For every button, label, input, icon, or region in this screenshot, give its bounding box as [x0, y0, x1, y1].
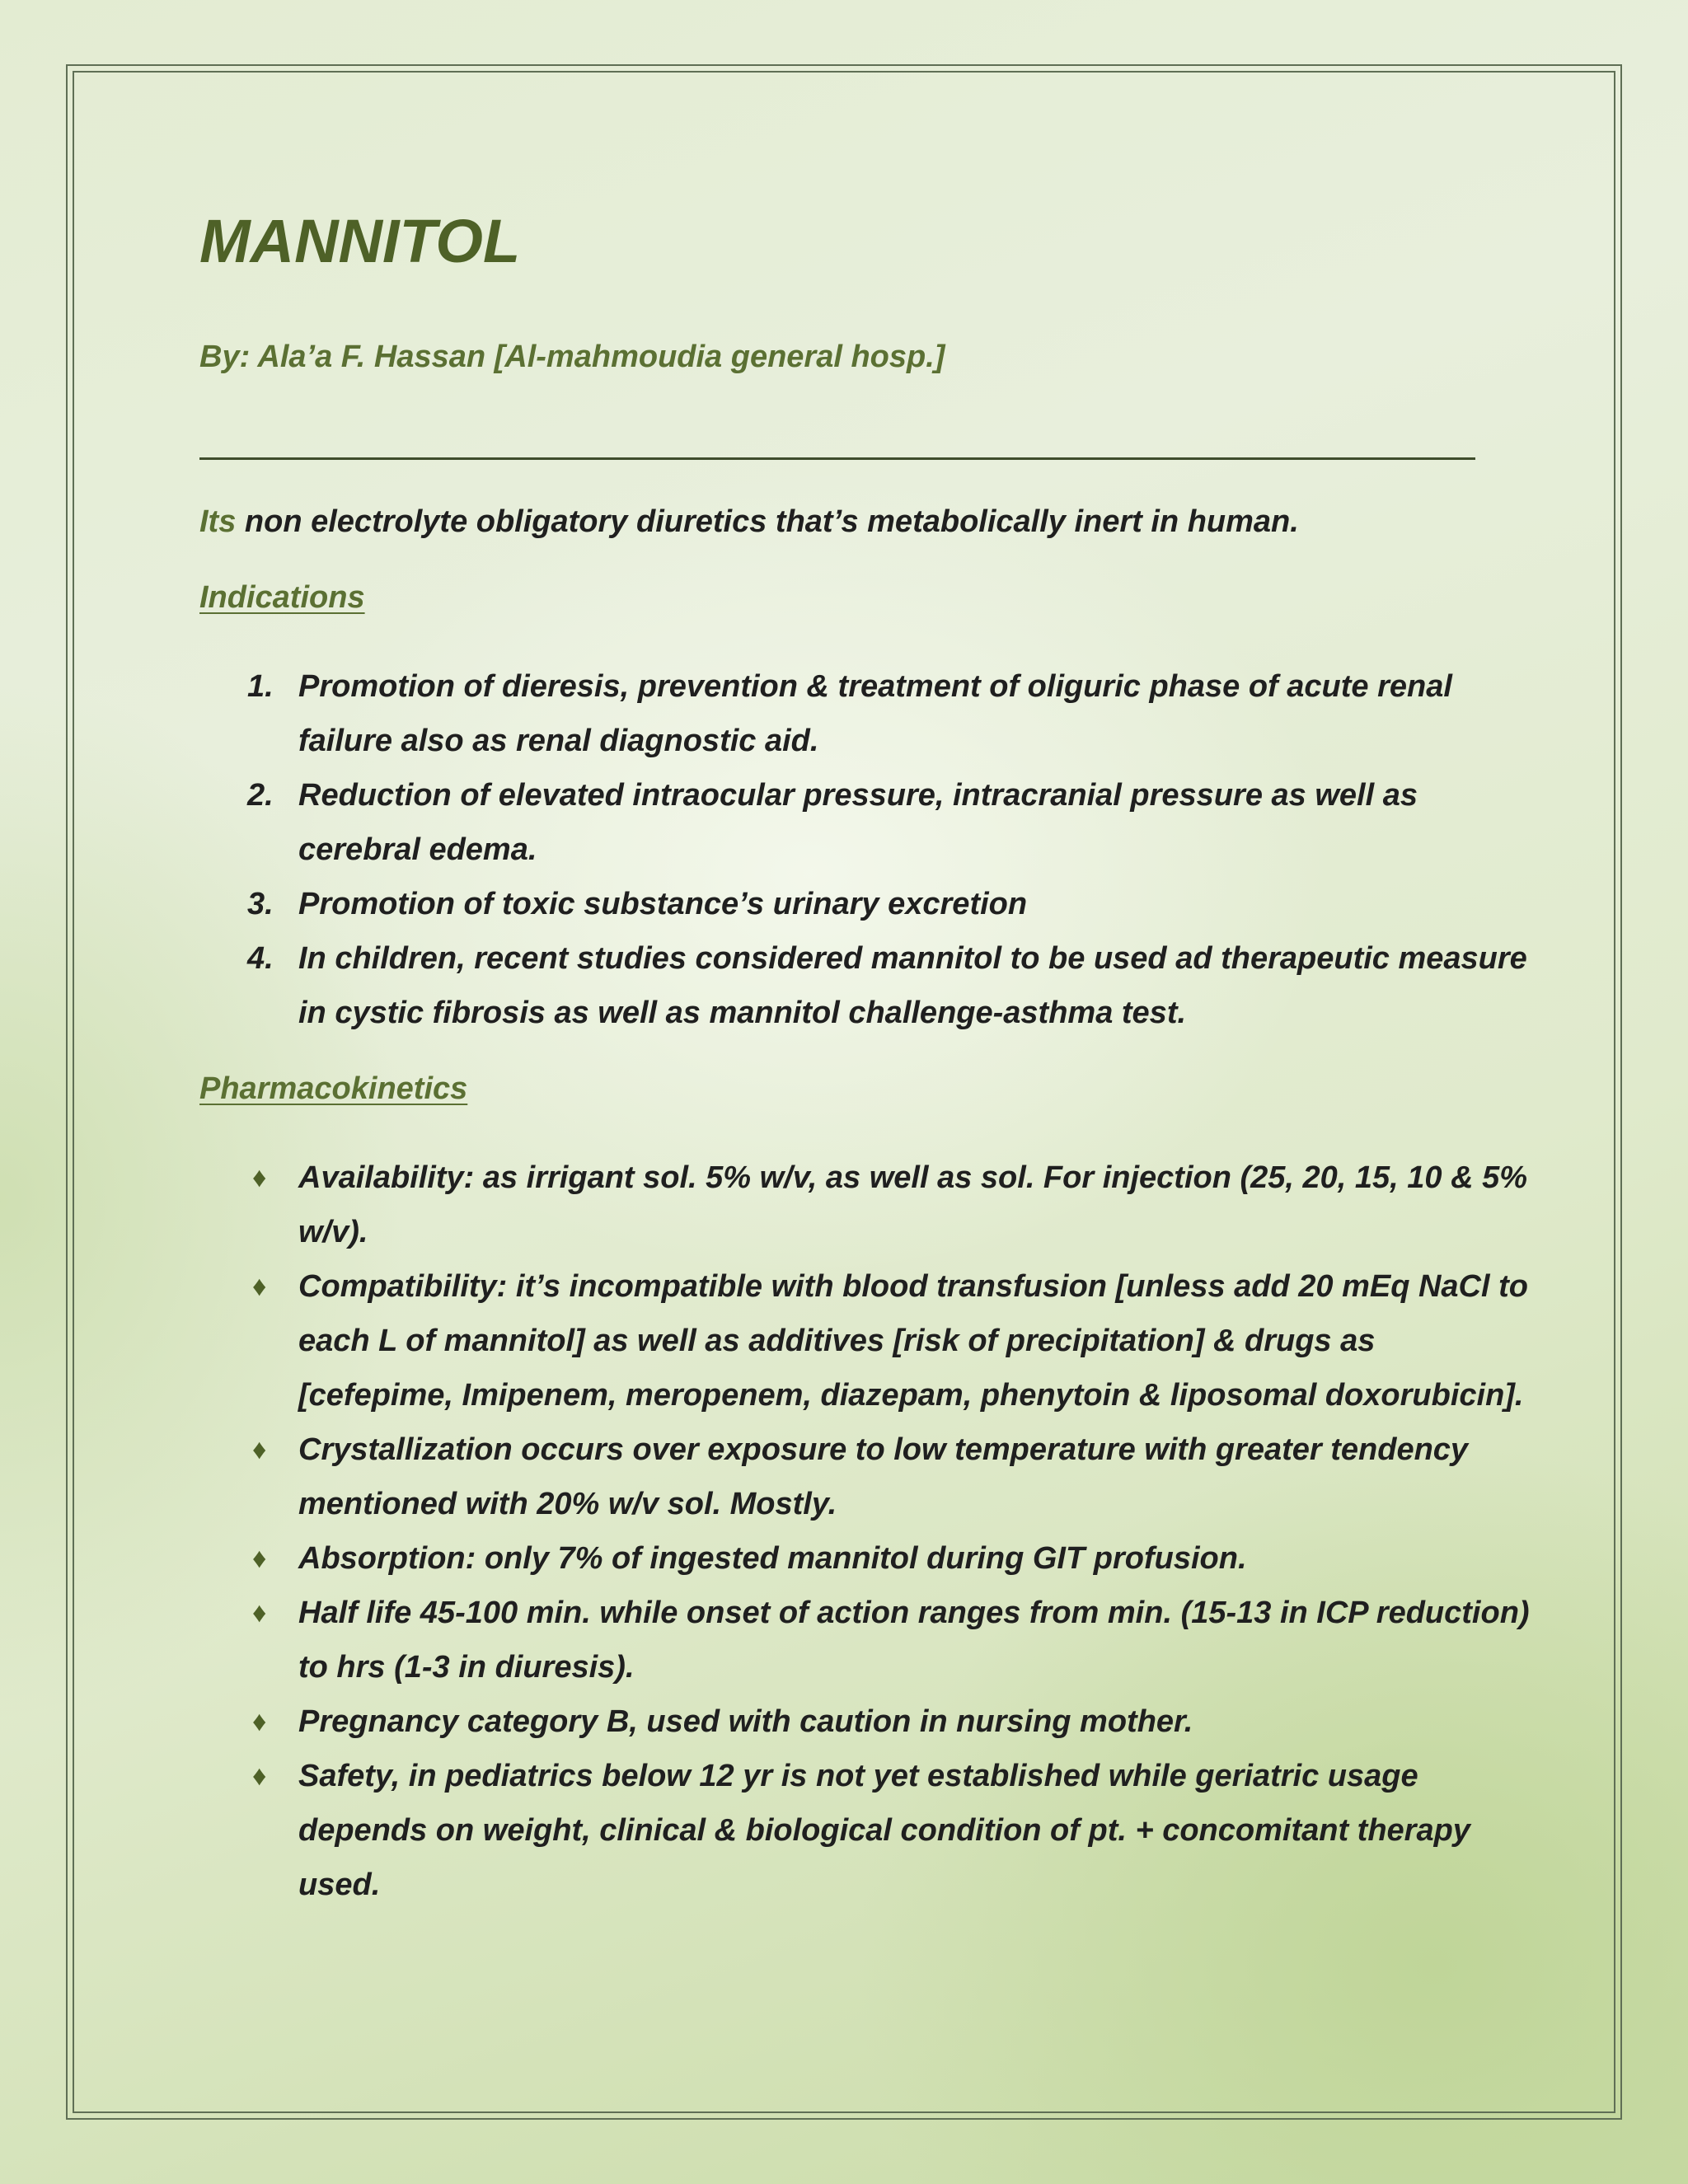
list-item-text: Promotion of dieresis, prevention & treatment of oliguric phase of acute renal failure also as renal diagnostic aid.: [298, 669, 1452, 758]
author-line: By: Ala’a F. Hassan [Al-mahmoudia general hosp.]: [199, 340, 945, 374]
horizontal-rule: [199, 457, 1475, 460]
diamond-icon: ♦: [252, 1597, 267, 1629]
list-item-text: Half life 45-100 min. while onset of action ranges from min. (15-13 in ICP reduction) to hrs (1-3 in diuresis).: [298, 1596, 1530, 1685]
list-item: [247, 1694, 1533, 1749]
list-item-text: Promotion of toxic substance’s urinary excretion: [298, 887, 1028, 921]
list-item: [247, 1422, 1533, 1531]
list-number: 1.: [247, 669, 274, 704]
list-number: 2.: [247, 778, 274, 813]
list-item: [247, 1151, 1533, 1259]
list-item-text: Reduction of elevated intraocular pressure, intracranial pressure as well as cerebral edema.: [298, 778, 1418, 867]
list-number: 3.: [247, 887, 274, 921]
diamond-icon: ♦: [252, 1162, 267, 1193]
list-item: [247, 659, 1533, 768]
list-item-text: Absorption: only 7% of ingested mannitol during GIT profusion.: [298, 1541, 1247, 1576]
indications-heading: Indications: [199, 580, 365, 615]
list-item: [247, 877, 1533, 931]
pharmacokinetics-list: [247, 1151, 1533, 1912]
intro-its: Its: [199, 504, 237, 539]
list-item-text: Safety, in pediatrics below 12 yr is not yet established while geriatric usage depends on weight, clinical & biological condition of pt. + concomitant therapy used.: [298, 1759, 1470, 1902]
pharmacokinetics-heading: Pharmacokinetics: [199, 1071, 468, 1106]
diamond-icon: ♦: [252, 1760, 267, 1792]
list-item-text: In children, recent studies considered mannitol to be used ad therapeutic measure in cystic fibrosis as well as mannitol challenge-asthma test.: [298, 941, 1527, 1030]
list-item: [247, 931, 1533, 1040]
list-item-text: Pregnancy category B, used with caution in nursing mother.: [298, 1704, 1193, 1739]
document-title: MANNITOL: [199, 207, 521, 275]
list-item-text: Compatibility: it’s incompatible with blood transfusion [unless add 20 mEq NaCl to each L of mannitol] as well as additives [risk of precipitation] & drugs as [cefepime, Imipenem, meropenem, diazepam, phenytoin & liposomal doxorubicin].: [298, 1269, 1528, 1413]
list-number: 4.: [247, 941, 274, 976]
list-item: [247, 1259, 1533, 1422]
diamond-icon: ♦: [252, 1543, 267, 1574]
list-item: [247, 1749, 1533, 1912]
intro-sentence: [199, 504, 1299, 540]
indications-list: [247, 659, 1533, 1040]
diamond-icon: ♦: [252, 1271, 267, 1302]
list-item-text: Availability: as irrigant sol. 5% w/v, as well as sol. For injection (25, 20, 15, 10 & 5% w/v).: [298, 1160, 1528, 1249]
list-item: [247, 1531, 1533, 1586]
diamond-icon: ♦: [252, 1706, 267, 1737]
list-item-text: Crystallization occurs over exposure to low temperature with greater tendency mentioned with 20% w/v sol. Mostly.: [298, 1432, 1469, 1521]
diamond-icon: ♦: [252, 1434, 267, 1465]
list-item: [247, 768, 1533, 877]
list-item: [247, 1586, 1533, 1694]
intro-text: non electrolyte obligatory diuretics that’s metabolically inert in human.: [236, 504, 1299, 539]
